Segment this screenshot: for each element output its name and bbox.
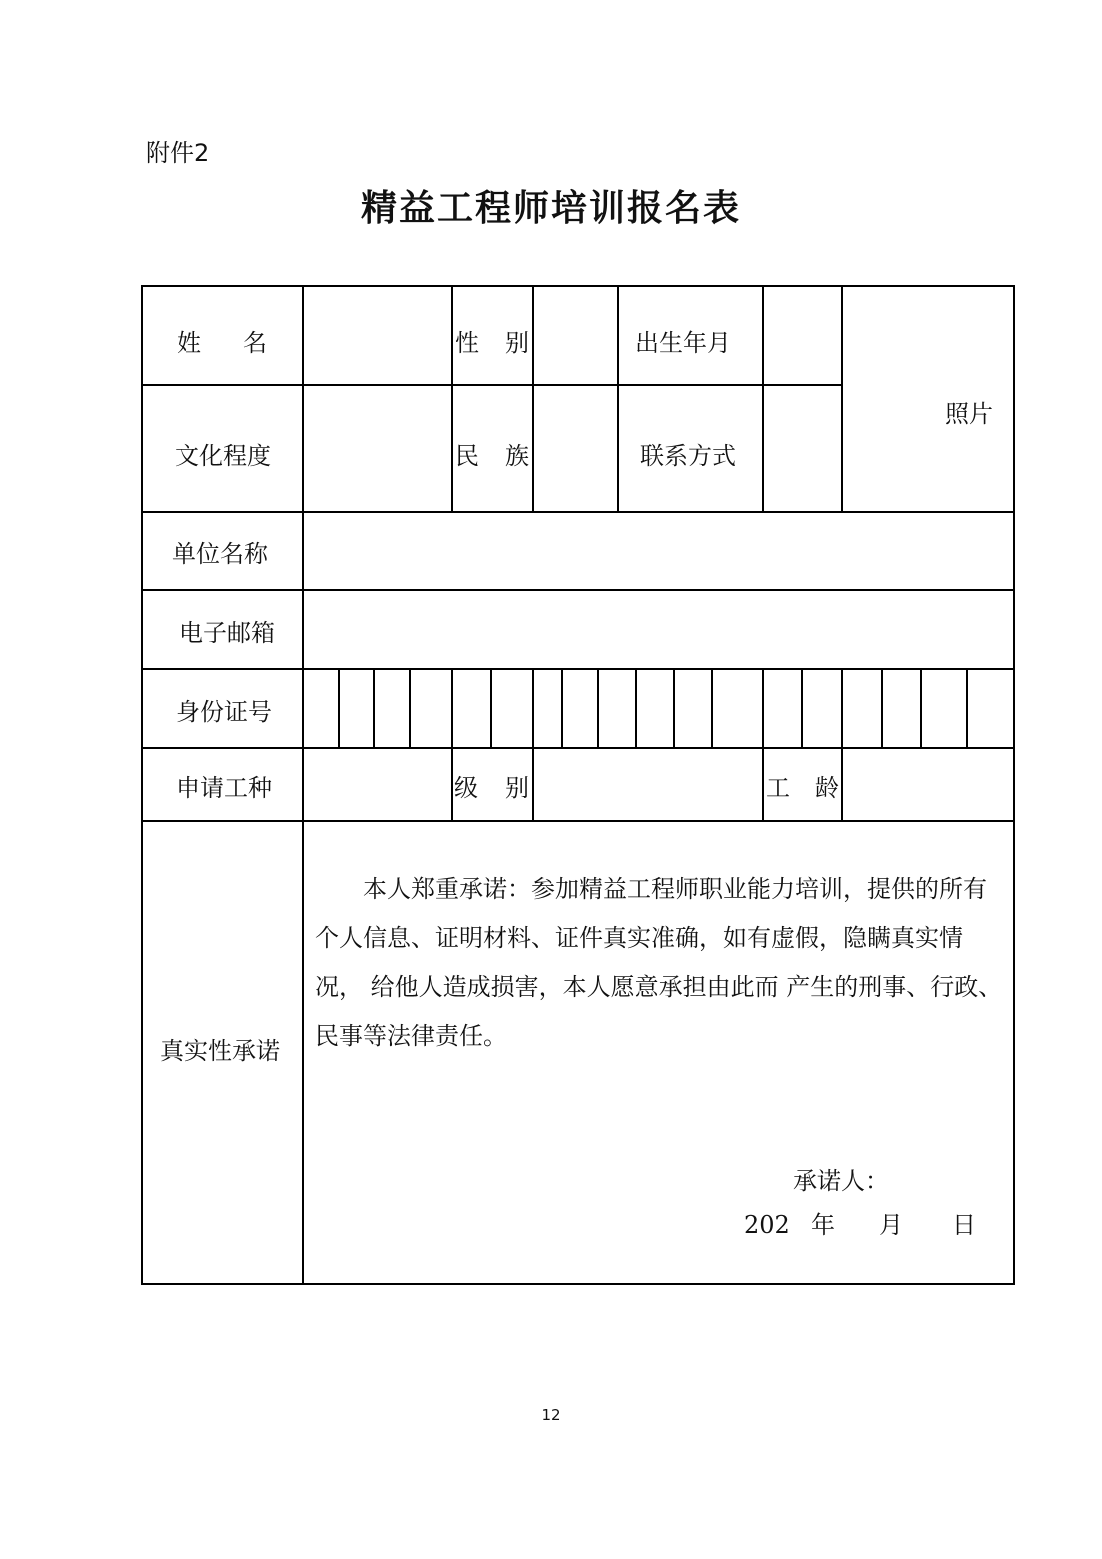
- birth-label: 出生年月: [635, 329, 731, 357]
- company-label: 单位名称: [172, 540, 268, 568]
- id-digit-divider: [711, 668, 713, 749]
- id-digit-divider: [801, 668, 803, 749]
- table-border-bottom: [141, 1283, 1015, 1285]
- pledge-statement: [315, 865, 1005, 1061]
- registration-form-table: [141, 285, 1015, 1285]
- id-digit-divider: [841, 668, 843, 749]
- gender-label-part: 性: [455, 329, 479, 357]
- col-line: [762, 747, 764, 822]
- gender-label-part: 别: [505, 329, 529, 357]
- date-month-unit: 月: [879, 1211, 903, 1239]
- id-digit-divider: [762, 668, 764, 749]
- col-line: [532, 285, 534, 513]
- seniority-label-part: 工: [766, 774, 790, 802]
- id-digit-divider: [409, 668, 411, 749]
- row-line: [141, 589, 1015, 591]
- education-label: 文化程度: [175, 442, 271, 470]
- date-year-unit: 年: [811, 1211, 835, 1239]
- col-line: [532, 747, 534, 822]
- photo-label: 照片: [945, 400, 993, 428]
- col-line: [302, 285, 304, 1285]
- signer-label: 承诺人：: [793, 1167, 889, 1195]
- email-label: 电子邮箱: [179, 619, 275, 647]
- ethnicity-label-part: 族: [505, 442, 529, 470]
- row-line: [141, 747, 1015, 749]
- page-number: 12: [541, 1406, 561, 1424]
- col-line: [451, 285, 453, 513]
- form-title: 精益工程师培训报名表: [360, 188, 741, 229]
- id-digit-divider: [920, 668, 922, 749]
- seniority-label-part: 龄: [815, 774, 839, 802]
- row-line: [141, 511, 1015, 513]
- row-line: [141, 384, 842, 386]
- id-digit-divider: [561, 668, 563, 749]
- contact-label: 联系方式: [640, 442, 736, 470]
- id-digit-divider: [373, 668, 375, 749]
- id-digit-divider: [673, 668, 675, 749]
- id-digit-divider: [966, 668, 968, 749]
- date-day-unit: 日: [952, 1211, 976, 1239]
- pledge-text: 本人郑重承诺：参加精益工程师职业能力培训，提供的所有个人信息、证明材料、证件真实准确，如有虚假，隐瞒真实情况， 给他人造成损害，本人愿意承担由此而 产生的刑事、行政、民事等法律责任。: [315, 875, 1003, 1050]
- name-label-part: 姓: [177, 329, 201, 357]
- table-border-left: [141, 285, 143, 1285]
- col-line: [841, 747, 843, 822]
- id-number-label: 身份证号: [176, 698, 272, 726]
- col-line: [841, 285, 843, 513]
- col-line: [762, 285, 764, 513]
- id-digit-divider: [338, 668, 340, 749]
- row-line: [141, 820, 1015, 822]
- id-digit-divider: [532, 668, 534, 749]
- pledge-label: 真实性承诺: [160, 1037, 280, 1065]
- job-type-label: 申请工种: [176, 774, 272, 802]
- date-year: 202: [744, 1211, 790, 1239]
- name-label-part: 名: [243, 329, 267, 357]
- id-digit-divider: [597, 668, 599, 749]
- row-line: [141, 668, 1015, 670]
- table-border-right: [1013, 285, 1015, 1285]
- col-line: [617, 285, 619, 513]
- ethnicity-label-part: 民: [455, 442, 479, 470]
- level-label-part: 别: [505, 774, 529, 802]
- id-digit-divider: [490, 668, 492, 749]
- attachment-label: 附件2: [146, 139, 210, 167]
- table-border-top: [141, 285, 1015, 287]
- col-line: [451, 747, 453, 822]
- id-digit-divider: [881, 668, 883, 749]
- id-digit-divider: [451, 668, 453, 749]
- id-digit-divider: [635, 668, 637, 749]
- level-label-part: 级: [454, 774, 478, 802]
